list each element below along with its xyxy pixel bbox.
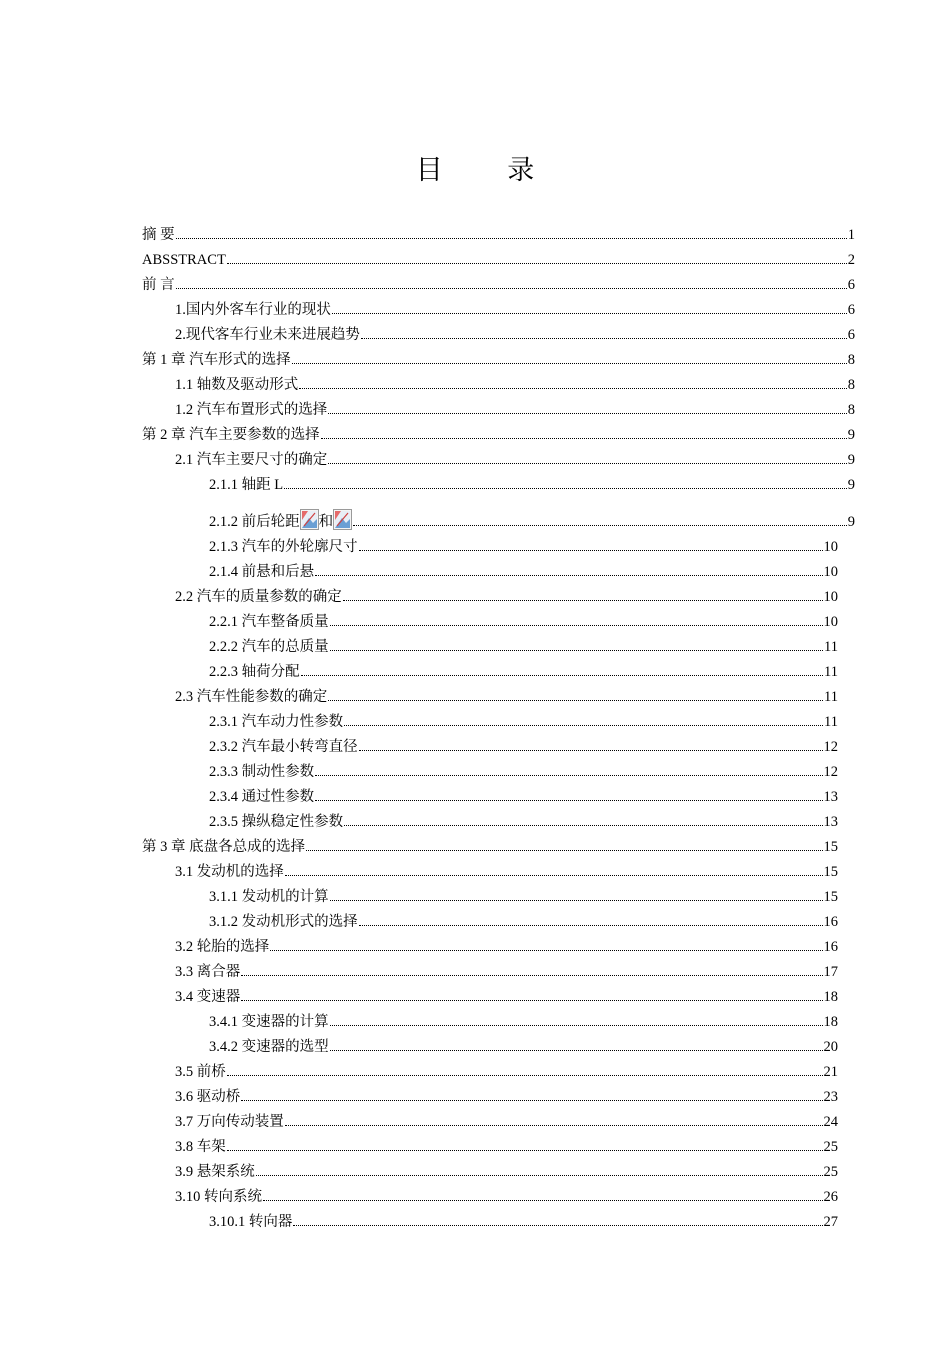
toc-entry[interactable] bbox=[142, 469, 855, 494]
dot-leader bbox=[256, 1174, 823, 1176]
toc-entry-label: 第 1 章 汽车形式的选择 bbox=[142, 352, 291, 368]
dot-leader bbox=[330, 1024, 823, 1026]
toc-entry-label: 3.1.1 发动机的计算 bbox=[209, 889, 329, 905]
toc-entry[interactable] bbox=[142, 1206, 838, 1231]
toc-entry[interactable] bbox=[142, 1031, 838, 1056]
toc-entry[interactable] bbox=[142, 369, 855, 394]
toc-entry[interactable] bbox=[142, 856, 838, 881]
toc-page-number: 27 bbox=[823, 1214, 838, 1230]
toc-page-number: 18 bbox=[823, 1014, 838, 1030]
toc-page-number: 10 bbox=[823, 614, 838, 630]
dot-leader bbox=[263, 1199, 823, 1201]
toc-entry-label: 2.3.5 操纵稳定性参数 bbox=[209, 814, 344, 830]
dot-leader bbox=[353, 524, 847, 526]
dot-leader bbox=[330, 649, 823, 651]
broken-image-icon bbox=[333, 509, 352, 530]
toc-entry-label: 2.1.4 前悬和后悬 bbox=[209, 564, 315, 580]
toc-entry-label: 3.9 悬架系统 bbox=[175, 1164, 255, 1180]
toc-entry-label: 摘 要 bbox=[142, 227, 175, 243]
toc-entry[interactable] bbox=[142, 394, 855, 419]
dot-leader bbox=[328, 412, 847, 414]
dot-leader bbox=[227, 1149, 823, 1151]
toc-entry[interactable] bbox=[142, 319, 855, 344]
toc-entry[interactable] bbox=[142, 419, 855, 444]
toc-entry[interactable] bbox=[142, 756, 838, 781]
toc-entry-label: 3.10.1 转向器 bbox=[209, 1214, 293, 1230]
toc-entry-label-part: 和 bbox=[318, 514, 334, 530]
toc-page-number: 12 bbox=[823, 764, 838, 780]
toc-page-number: 12 bbox=[823, 739, 838, 755]
toc-entry[interactable] bbox=[142, 219, 855, 244]
dot-leader bbox=[285, 874, 823, 876]
toc-page-number: 9 bbox=[847, 452, 855, 468]
toc-entry-label: 3.4.2 变速器的选型 bbox=[209, 1039, 329, 1055]
toc-page-number: 11 bbox=[824, 664, 838, 680]
toc-page-number: 23 bbox=[823, 1089, 838, 1105]
dot-leader bbox=[330, 624, 823, 626]
toc-entry-label: 2.1.1 轴距 L bbox=[209, 477, 284, 493]
table-of-contents bbox=[142, 219, 855, 1231]
toc-entry[interactable] bbox=[142, 294, 855, 319]
toc-entry[interactable] bbox=[142, 344, 855, 369]
toc-entry[interactable] bbox=[142, 906, 838, 931]
toc-entry-label: 2.1.3 汽车的外轮廓尺寸 bbox=[209, 539, 358, 555]
toc-entry-label: 3.10 转向系统 bbox=[175, 1189, 262, 1205]
toc-entry-label: 3.3 离合器 bbox=[175, 964, 241, 980]
toc-entry-label: 2.2.3 轴荷分配 bbox=[209, 664, 300, 680]
dot-leader bbox=[343, 599, 823, 601]
toc-page-number: 6 bbox=[847, 327, 855, 343]
toc-entry-label: 3.7 万向传动装置 bbox=[175, 1114, 284, 1130]
dot-leader bbox=[306, 849, 822, 851]
toc-entry[interactable] bbox=[142, 1056, 838, 1081]
toc-page-number: 9 bbox=[847, 477, 855, 493]
toc-entry-label: 3.1.2 发动机形式的选择 bbox=[209, 914, 358, 930]
toc-entry[interactable] bbox=[142, 269, 855, 294]
toc-entry-label: 3.4.1 变速器的计算 bbox=[209, 1014, 329, 1030]
toc-entry-label: 1.国内外客车行业的现状 bbox=[175, 302, 331, 318]
toc-entry[interactable] bbox=[142, 681, 838, 706]
toc-entry-label: 3.1 发动机的选择 bbox=[175, 864, 284, 880]
toc-page-number: 25 bbox=[823, 1164, 838, 1180]
toc-entry[interactable] bbox=[142, 1156, 838, 1181]
toc-entry-label: 3.6 驱动桥 bbox=[175, 1089, 241, 1105]
dot-leader bbox=[344, 724, 823, 726]
toc-page-number: 10 bbox=[823, 564, 838, 580]
toc-page-number: 9 bbox=[847, 427, 855, 443]
toc-entry[interactable] bbox=[142, 244, 855, 269]
toc-entry[interactable] bbox=[142, 606, 838, 631]
toc-page-number: 8 bbox=[847, 402, 855, 418]
toc-entry-label: 2.2.1 汽车整备质量 bbox=[209, 614, 329, 630]
dot-leader bbox=[344, 824, 822, 826]
toc-page-number: 2 bbox=[847, 252, 855, 268]
toc-page-number: 15 bbox=[823, 889, 838, 905]
toc-entry-label: 3.8 车架 bbox=[175, 1139, 226, 1155]
page-title: 目 录 bbox=[415, 155, 563, 186]
dot-leader bbox=[176, 237, 847, 239]
toc-entry-label-part: 2.1.2 前后轮距 bbox=[209, 514, 300, 530]
toc-page-number: 15 bbox=[823, 864, 838, 880]
toc-entry[interactable] bbox=[142, 444, 855, 469]
dot-leader bbox=[359, 749, 823, 751]
toc-entry[interactable] bbox=[142, 981, 838, 1006]
toc-entry[interactable] bbox=[142, 731, 838, 756]
dot-leader bbox=[328, 462, 847, 464]
toc-entry-label: 3.4 变速器 bbox=[175, 989, 241, 1005]
dot-leader bbox=[359, 924, 823, 926]
dot-leader bbox=[292, 362, 847, 364]
toc-page-number: 13 bbox=[823, 814, 838, 830]
dot-leader bbox=[241, 974, 822, 976]
dot-leader bbox=[315, 799, 822, 801]
toc-entry[interactable] bbox=[142, 806, 838, 831]
dot-leader bbox=[176, 287, 847, 289]
dot-leader bbox=[284, 487, 847, 489]
toc-entry[interactable] bbox=[142, 581, 838, 606]
dot-leader bbox=[330, 899, 823, 901]
toc-entry[interactable] bbox=[142, 956, 838, 981]
toc-entry-label: 2.3.3 制动性参数 bbox=[209, 764, 315, 780]
toc-entry-label: 2.1 汽车主要尺寸的确定 bbox=[175, 452, 328, 468]
toc-entry-label: 2.3.2 汽车最小转弯直径 bbox=[209, 739, 358, 755]
toc-entry-label: 第 2 章 汽车主要参数的选择 bbox=[142, 427, 320, 443]
dot-leader bbox=[328, 699, 823, 701]
toc-page-number: 16 bbox=[823, 914, 838, 930]
toc-page-number: 18 bbox=[823, 989, 838, 1005]
toc-entry[interactable] bbox=[142, 556, 838, 581]
toc-entry-label: 前 言 bbox=[142, 277, 175, 293]
toc-entry[interactable] bbox=[142, 1181, 838, 1206]
toc-page-number: 10 bbox=[823, 539, 838, 555]
toc-entry[interactable] bbox=[142, 1106, 838, 1131]
toc-page-number: 11 bbox=[824, 714, 838, 730]
dot-leader bbox=[285, 1124, 823, 1126]
toc-page-number: 8 bbox=[847, 352, 855, 368]
toc-entry[interactable] bbox=[142, 494, 855, 531]
dot-leader bbox=[330, 1049, 823, 1051]
toc-page-number: 11 bbox=[824, 639, 838, 655]
toc-entry[interactable] bbox=[142, 1131, 838, 1156]
toc-entry[interactable] bbox=[142, 931, 838, 956]
toc-entry-label: ABSSTRACT bbox=[142, 252, 226, 268]
toc-entry[interactable] bbox=[142, 1081, 838, 1106]
dot-leader bbox=[293, 1224, 822, 1226]
toc-entry-label: 2.2 汽车的质量参数的确定 bbox=[175, 589, 342, 605]
toc-entry-label: 1.1 轴数及驱动形式 bbox=[175, 377, 299, 393]
toc-entry-label: 2.2.2 汽车的总质量 bbox=[209, 639, 329, 655]
dot-leader bbox=[299, 387, 847, 389]
toc-entry[interactable] bbox=[142, 531, 838, 556]
toc-entry[interactable] bbox=[142, 706, 838, 731]
toc-entry-label: 2.3.4 通过性参数 bbox=[209, 789, 315, 805]
toc-page-number: 9 bbox=[847, 514, 855, 530]
toc-page-number: 21 bbox=[823, 1064, 838, 1080]
dot-leader bbox=[315, 574, 822, 576]
toc-entry[interactable] bbox=[142, 781, 838, 806]
broken-image-icon bbox=[300, 509, 319, 530]
dot-leader bbox=[227, 262, 847, 264]
toc-page-number: 10 bbox=[823, 589, 838, 605]
toc-page-number: 8 bbox=[847, 377, 855, 393]
toc-page-number: 20 bbox=[823, 1039, 838, 1055]
toc-entry-label: 2.3.1 汽车动力性参数 bbox=[209, 714, 344, 730]
toc-entry-label: 第 3 章 底盘各总成的选择 bbox=[142, 839, 306, 855]
toc-entry[interactable] bbox=[142, 656, 838, 681]
toc-page-number: 11 bbox=[824, 689, 838, 705]
dot-leader bbox=[321, 437, 847, 439]
toc-page-number: 6 bbox=[847, 277, 855, 293]
dot-leader bbox=[301, 674, 823, 676]
dot-leader bbox=[361, 337, 847, 339]
dot-leader bbox=[241, 1099, 822, 1101]
toc-page-number: 1 bbox=[847, 227, 855, 243]
dot-leader bbox=[270, 949, 822, 951]
toc-entry[interactable] bbox=[142, 631, 838, 656]
toc-page-number: 17 bbox=[823, 964, 838, 980]
dot-leader bbox=[227, 1074, 823, 1076]
toc-page-number: 6 bbox=[847, 302, 855, 318]
toc-page-number: 16 bbox=[823, 939, 838, 955]
toc-entry-label bbox=[209, 509, 352, 531]
dot-leader bbox=[241, 999, 822, 1001]
toc-entry[interactable] bbox=[142, 881, 838, 906]
dot-leader bbox=[332, 312, 847, 314]
dot-leader bbox=[359, 549, 823, 551]
toc-entry-label: 3.2 轮胎的选择 bbox=[175, 939, 270, 955]
toc-entry-label: 3.5 前桥 bbox=[175, 1064, 226, 1080]
toc-entry[interactable] bbox=[142, 1006, 838, 1031]
toc-page-number: 15 bbox=[823, 839, 838, 855]
toc-entry[interactable] bbox=[142, 831, 838, 856]
toc-entry-label: 2.3 汽车性能参数的确定 bbox=[175, 689, 328, 705]
toc-page-number: 25 bbox=[823, 1139, 838, 1155]
toc-page-number: 24 bbox=[823, 1114, 838, 1130]
dot-leader bbox=[315, 774, 822, 776]
toc-page-number: 13 bbox=[823, 789, 838, 805]
toc-page-number: 26 bbox=[823, 1189, 838, 1205]
toc-entry-label: 1.2 汽车布置形式的选择 bbox=[175, 402, 328, 418]
toc-entry-label: 2.现代客车行业未来进展趋势 bbox=[175, 327, 360, 343]
